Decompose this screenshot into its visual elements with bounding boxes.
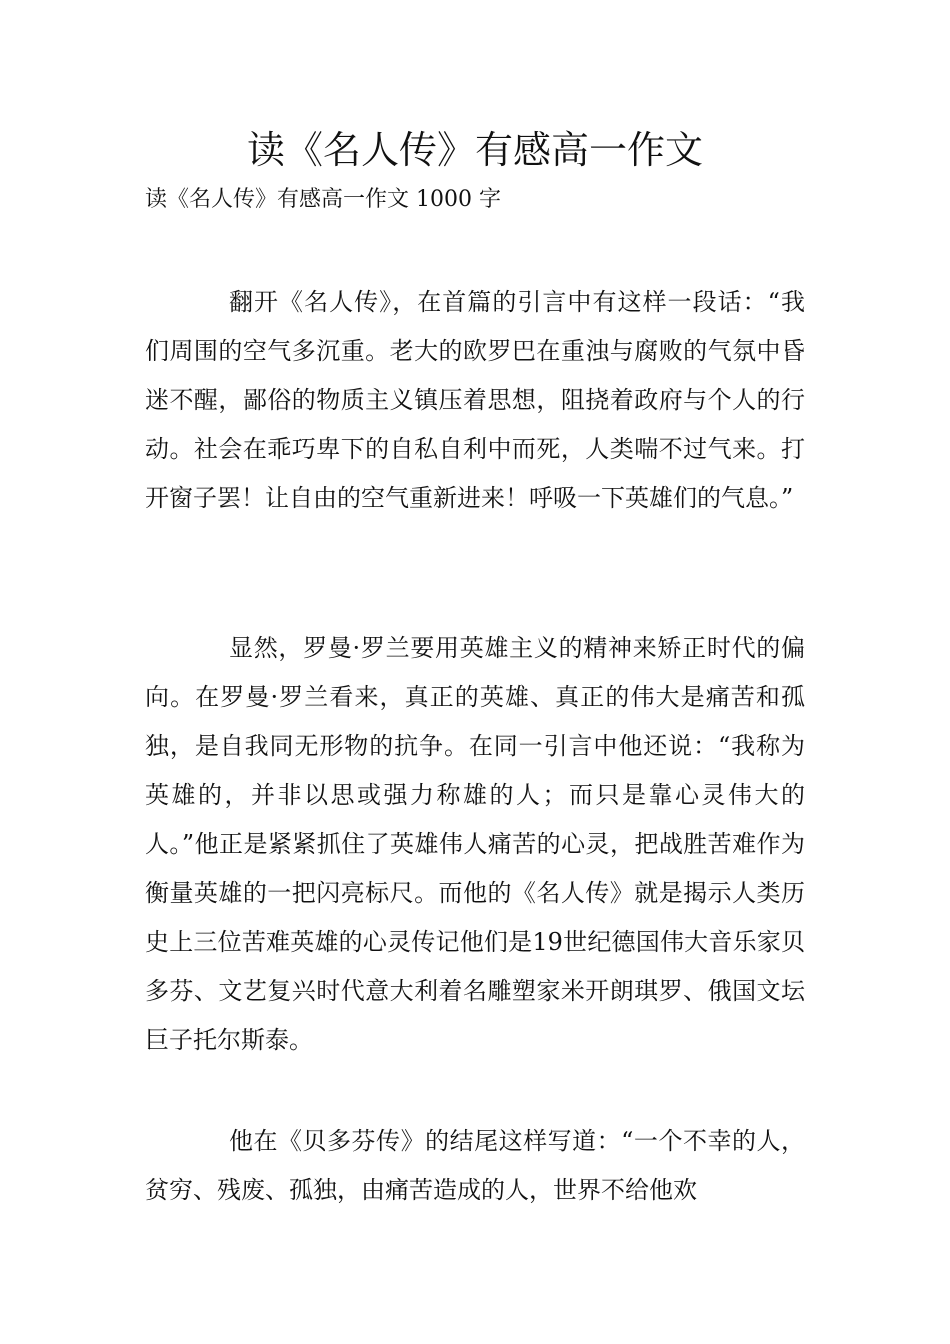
paragraph-3: 他在《贝多芬传》的结尾这样写道：“一个不幸的人，贫穷、残废、孤独，由痛苦造成的人，世界不给他欢 [145,1127,805,1204]
document-subtitle: 读《名人传》有感高一作文 1000 字 [145,187,501,212]
document-title: 读《名人传》有感高一作文 [246,128,703,172]
paragraph-1: 翻开《名人传》，在首篇的引言中有这样一段话：“我们周围的空气多沉重。老大的欧罗巴在重浊与腐败的气氛中昏迷不醒，鄙俗的物质主义镇压着思想，阻挠着政府与个人的行动。社会在乖巧卑下的自私自利中而死，人类喘不过气来。打开窗子罢！让自由的空气重新进来！呼吸一下英雄们的气息。” [145,288,805,512]
paragraph-2: 显然，罗曼·罗兰要用英雄主义的精神来矫正时代的偏向。在罗曼·罗兰看来，真正的英雄、真正的伟大是痛苦和孤独，是自我同无形物的抗争。在同一引言中他还说：“我称为英雄的，并非以思或强力称雄的人；而只是靠心灵伟大的人。”他正是紧紧抓住了英雄伟人痛苦的心灵，把战胜苦难作为衡量英雄的一把闪亮标尺。而他的《名人传》就是揭示人类历史上三位苦难英雄的心灵传记他们是19世纪德国伟大音乐家贝多芬、文艺复兴时代意大利着名雕塑家米开朗琪罗、俄国文坛巨子托尔斯泰。 [145,634,805,1054]
